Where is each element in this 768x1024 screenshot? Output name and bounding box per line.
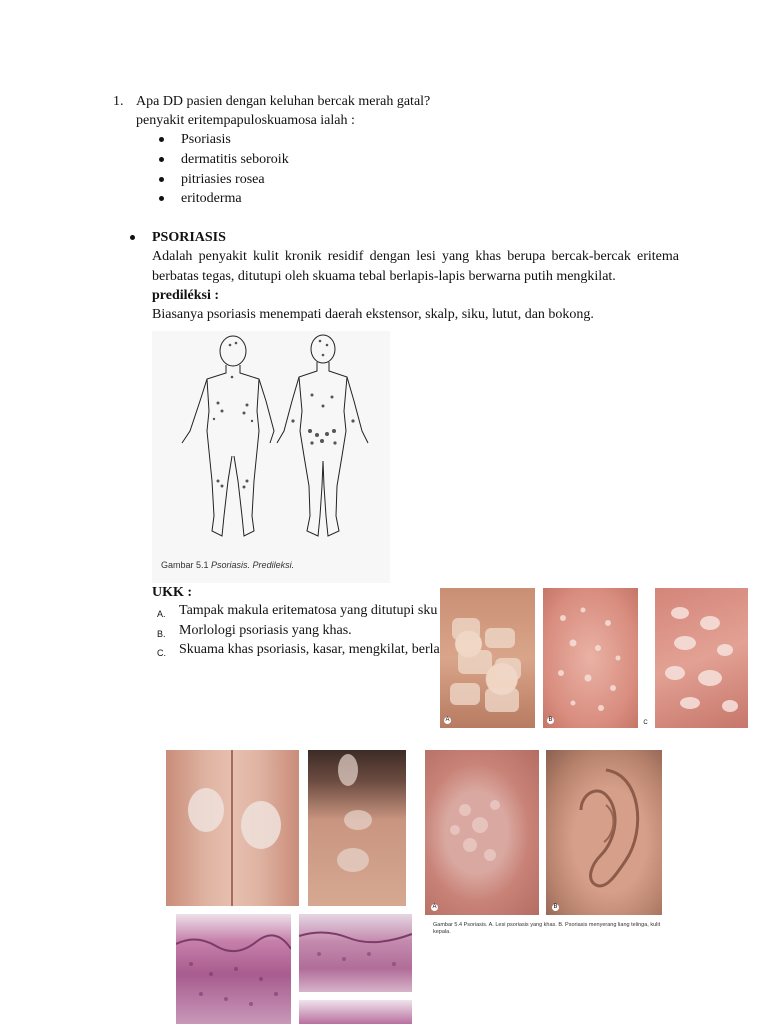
histology-image — [176, 914, 291, 1024]
ear-outline — [546, 750, 662, 915]
lesion-pattern — [543, 588, 638, 728]
photo-knees — [166, 750, 299, 906]
list-item: pitriasies rosea — [181, 172, 265, 187]
histology-image — [299, 914, 412, 992]
photo-back-lesions — [543, 588, 638, 728]
ukk-heading: UKK : — [152, 585, 193, 600]
question-number: 1. — [113, 94, 124, 109]
figure-caption — [161, 560, 294, 570]
photo-label-a: A — [432, 904, 437, 910]
photo-label-a: A — [445, 717, 450, 723]
definition-paragraph: Adalah penyakit kulit kronik residif dengan lesi yang khas berupa bercak-bercak eritema berbatas tegas, ditutupi oleh skuama tebal berlapis-lapis berwarna putih mengkilat. — [152, 249, 679, 284]
ukk-item: Morlologi psoriasis yang khas. — [179, 623, 352, 638]
histology-image — [299, 1000, 412, 1024]
caption-text: Psoriasis. Predileksi. — [211, 560, 295, 570]
question-text: Apa DD pasien dengan keluhan bercak merah gatal? — [136, 94, 431, 109]
photo-label-b: B — [548, 717, 553, 723]
bullet-icon — [159, 196, 164, 201]
predileksi-text: Biasanya psoriasis menempati daerah ekstensor, skalp, siku, lutut, dan bokong. — [152, 307, 594, 322]
bullet-icon — [159, 157, 164, 162]
lesion-pattern — [655, 588, 748, 728]
list-item: dermatitis seboroik — [181, 152, 289, 167]
bullet-icon — [159, 177, 164, 182]
ukk-item: Tampak makula eritematosa yang ditutupi sku — [179, 603, 438, 618]
knee-lesions — [166, 750, 299, 906]
figure-caption: Gambar 5.4 Psoriasis. A. Lesi psoriasis yang khas. B. Psoriasis menyerang liang telinga, kulit kepala. — [433, 922, 661, 935]
predileksi-heading: prediléksi : — [152, 288, 220, 303]
figure-predileksi — [152, 331, 390, 583]
photo-trunk-lesions — [440, 588, 535, 728]
histology-texture — [176, 914, 291, 1024]
plaque-texture — [425, 750, 539, 915]
question-intro: penyakit eritempapuloskuamosa ialah : — [136, 113, 355, 128]
caption-label: Gambar 5.1 — [161, 560, 209, 570]
ukk-marker: C. — [157, 648, 166, 658]
photo-hand-arm — [308, 750, 406, 906]
bullet-icon — [159, 137, 164, 142]
photo-label-b: B — [553, 904, 558, 910]
photo-ear — [546, 750, 662, 915]
ukk-marker: A. — [157, 609, 166, 619]
arm-lesions — [308, 750, 406, 906]
bullet-icon — [130, 235, 135, 240]
ukk-item: Skuama khas psoriasis, kasar, mengkilat, berla — [179, 642, 440, 657]
body-outline-illustration — [152, 331, 390, 561]
list-item: Psoriasis — [181, 132, 231, 147]
section-heading: PSORIASIS — [152, 230, 226, 245]
ukk-marker: B. — [157, 629, 166, 639]
photo-label-c: C — [643, 720, 648, 726]
photo-plaque-a — [425, 750, 539, 915]
lesion-pattern — [440, 588, 535, 728]
photo-plaque-closeup — [655, 588, 748, 728]
list-item: eritoderma — [181, 191, 242, 206]
histology-texture — [299, 914, 412, 992]
